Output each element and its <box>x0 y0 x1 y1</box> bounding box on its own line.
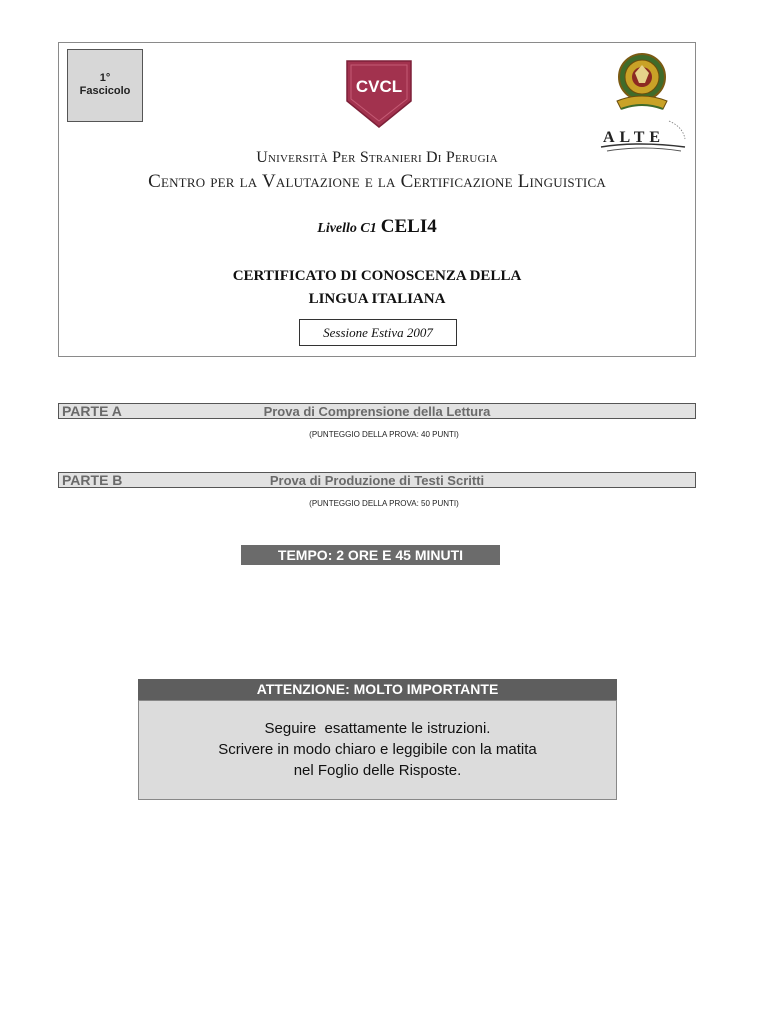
level-name: CELI4 <box>380 216 437 237</box>
attention-title: ATTENZIONE: MOLTO IMPORTANTE <box>138 679 617 700</box>
attention-box <box>138 700 617 800</box>
parte-b-title: Prova di Produzione di Testi Scritti <box>269 473 485 488</box>
centre-name: Centro per la Valutazione e la Certificazione Linguistica <box>148 171 606 192</box>
fascicolo-label: Fascicolo <box>79 85 131 97</box>
fascicolo-box <box>67 49 143 122</box>
level-prefix: Livello C1 <box>317 221 377 236</box>
certificate-line-1: CERTIFICATO DI CONOSCENZA DELLA <box>232 268 522 284</box>
certificate-line-2: LINGUA ITALIANA <box>308 291 446 307</box>
tempo-banner: TEMPO: 2 ORE E 45 MINUTI <box>241 545 500 565</box>
parte-b-score: (PUNTEGGIO DELLA PROVA: 50 PUNTI) <box>309 499 459 508</box>
university-seal-icon <box>611 51 673 115</box>
attention-line-3: nel Foglio delle Risposte. <box>293 762 462 779</box>
session-box: Sessione Estiva 2007 <box>299 319 457 346</box>
exam-level <box>59 216 695 238</box>
cvcl-logo-text: CVCL <box>355 77 403 96</box>
university-name: Università Per Stranieri Di Perugia <box>256 149 498 166</box>
parte-a-score: (PUNTEGGIO DELLA PROVA: 40 PUNTI) <box>309 430 459 439</box>
parte-a-bar <box>58 403 696 419</box>
parte-a-label: PARTE A <box>62 403 122 419</box>
parte-b-bar <box>58 472 696 488</box>
certificate-title <box>59 265 695 311</box>
fascicolo-number: 1° <box>99 72 111 84</box>
header-frame <box>58 42 696 357</box>
attention-line-1: Seguire esattamente le istruzioni. <box>264 720 491 737</box>
cvcl-logo <box>343 57 415 129</box>
alte-logo-text: ALTE <box>603 129 666 146</box>
parte-b-label: PARTE B <box>62 472 123 488</box>
parte-a-title: Prova di Comprensione della Lettura <box>263 404 491 419</box>
attention-line-2: Scrivere in modo chiaro e leggibile con la matita <box>218 741 537 758</box>
